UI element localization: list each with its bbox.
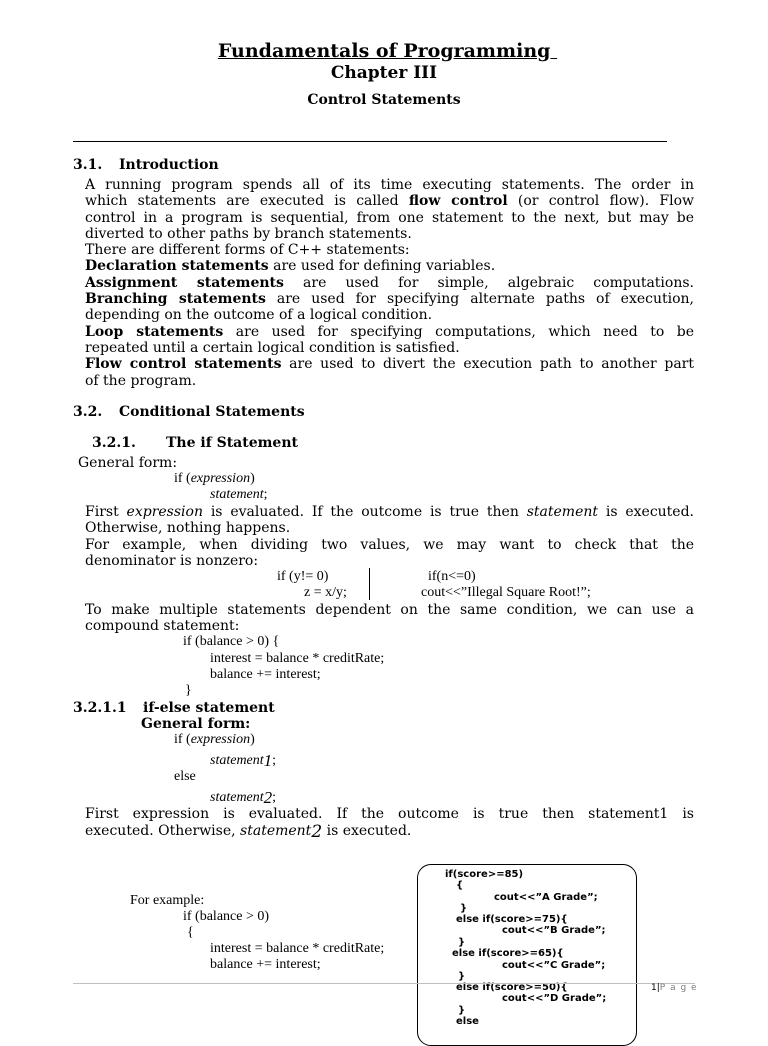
- if-else-syntax-statement-2: statement2;: [210, 788, 277, 807]
- footer-divider: [73, 983, 695, 984]
- code-line: else: [456, 1016, 479, 1027]
- title-divider: [73, 141, 667, 142]
- chapter-subtitle: Control Statements: [307, 92, 461, 108]
- compound-line-1: if (balance > 0) {: [183, 634, 280, 649]
- if-else-syntax-line: if (expression): [174, 732, 255, 747]
- if-else-explanation-paragraph: First expression is evaluated. If the outcome is true then statement1 is executed. Otherwise, statement2 is executed.: [85, 806, 694, 843]
- branching-statement-definition: Branching statements are used for specifying alternate paths of execution,: [85, 291, 694, 308]
- compound-line-4: }: [185, 683, 192, 698]
- section-heading-3-2-1: 3.2.1. The if Statement: [92, 435, 298, 451]
- if-else-example-line-2: {: [187, 925, 194, 940]
- loop-statement-definition: Loop statements are used for specifying computations, which need to be: [85, 323, 694, 340]
- code-line: cout<<”A Grade”;: [494, 892, 598, 903]
- code-line: cout<<”C Grade”;: [502, 960, 606, 971]
- example-divider: [369, 568, 370, 600]
- compound-statement-paragraph: To make multiple statements dependent on the same condition, we can use a compound statement:: [85, 602, 694, 635]
- intro-paragraph: A running program spends all of its time executing statements. The order in which statements are executed is called flow control (or control flow). Flow control in a program is sequential, from one statement to the next, but may be diverted to other paths by branch statements. There are different forms of C++ statements: Declaration statements are used for defining variables. Assignment statements are used for simple, algebraic computations. Branching statements are used for specifying alternate paths of execution, depending on the outcome of a logical condition. Loop statements are used for specifying computations, which need to be repeated until a certain logical condition is satisfied. Flow control statements are used to divert the execution path to another part of the program.: [85, 177, 694, 389]
- section-heading-3-2-1-1: 3.2.1.1 if-else statement: [73, 700, 275, 716]
- section-heading-3-1: 3.1. Introduction: [73, 157, 219, 173]
- if-else-example-line-3: interest = balance * creditRate;: [210, 941, 385, 956]
- if-else-example-line-4: balance += interest;: [210, 957, 321, 972]
- code-line: }: [458, 937, 466, 948]
- example-right-body: cout<<”Illegal Square Root!”;: [421, 585, 591, 600]
- document-title: Fundamentals of Programming: [217, 40, 551, 62]
- example-right-condition: if(n<=0): [428, 569, 476, 584]
- if-else-syntax-else: else: [174, 769, 196, 784]
- chapter-heading: Chapter III: [330, 63, 438, 83]
- code-line: else if(score>=50){: [456, 982, 568, 993]
- compound-line-3: balance += interest;: [210, 667, 321, 682]
- assignment-statement-definition: Assignment statements are used for simple, algebraic computations.: [85, 274, 694, 291]
- if-explanation-paragraph: First expression is evaluated. If the outcome is true then statement is executed. Otherwise, nothing happens. For example, when dividing two values, we may want to check that the denominator is nonzero:: [85, 504, 694, 569]
- if-syntax-line: if (expression): [174, 471, 255, 486]
- code-line: else if(score>=65){: [452, 948, 564, 959]
- if-syntax-statement: statement;: [210, 487, 268, 502]
- flow-control-statement-definition: Flow control statements are used to divert the execution path to another part: [85, 356, 694, 373]
- code-line: else if(score>=75){: [456, 914, 568, 925]
- if-else-general-form-label: General form:: [141, 716, 251, 732]
- general-form-label: General form:: [78, 455, 178, 471]
- page-number: 1|P a g e: [651, 983, 698, 993]
- for-example-label: For example:: [130, 893, 205, 908]
- code-line: }: [460, 903, 468, 914]
- code-line: {: [456, 880, 464, 891]
- grade-code-box: [417, 864, 637, 1046]
- declaration-statement-definition: Declaration statements are used for defining variables.: [85, 258, 496, 275]
- code-line: if(score>=85): [445, 869, 524, 880]
- compound-line-2: interest = balance * creditRate;: [210, 651, 385, 666]
- section-heading-3-2: 3.2. Conditional Statements: [73, 404, 305, 420]
- code-line: }: [458, 1005, 466, 1016]
- code-line: cout<<”D Grade”;: [502, 993, 607, 1004]
- if-else-syntax-statement-1: statement1;: [210, 751, 277, 770]
- code-line: cout<<”B Grade”;: [502, 925, 606, 936]
- code-line: }: [458, 971, 466, 982]
- example-left-body: z = x/y;: [304, 585, 347, 600]
- if-else-example-line-1: if (balance > 0): [183, 909, 270, 924]
- example-left-condition: if (y!= 0): [277, 569, 329, 584]
